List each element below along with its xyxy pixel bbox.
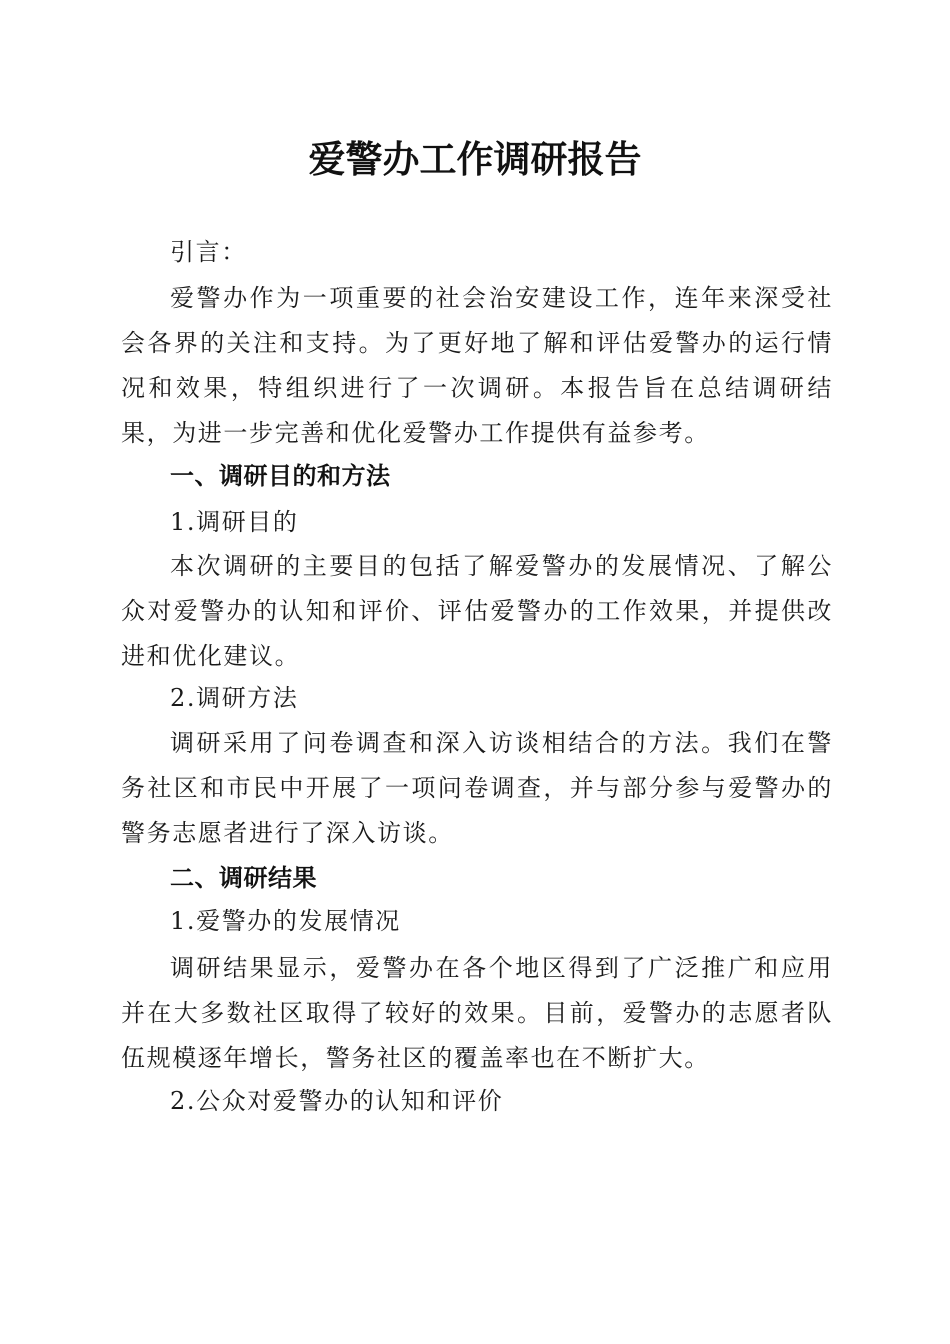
section-heading-2: 二、调研结果 bbox=[170, 864, 317, 892]
section-heading-1: 一、调研目的和方法 bbox=[170, 462, 391, 490]
intro-label: 引言： bbox=[170, 238, 247, 266]
paragraph-2-1: 调研结果显示，爱警办在各个地区得到了广泛推广和应用并在大多数社区取得了较好的效果。目前，爱警办的志愿者队伍规模逐年增长，警务社区的覆盖率也在不断扩大。 bbox=[121, 954, 833, 1072]
subsection-title-1-1: 1.调研目的 bbox=[170, 508, 299, 536]
page-title: 爱警办工作调研报告 bbox=[308, 137, 642, 181]
subsection-title-2-1: 1.爱警办的发展情况 bbox=[170, 907, 401, 935]
paragraph-1-2: 调研采用了问卷调查和深入访谈相结合的方法。我们在警务社区和市民中开展了一项问卷调查，并与部分参与爱警办的警务志愿者进行了深入访谈。 bbox=[121, 729, 833, 847]
subsection-title-1-2: 2.调研方法 bbox=[170, 684, 299, 712]
intro-paragraph: 爱警办作为一项重要的社会治安建设工作，连年来深受社会各界的关注和支持。为了更好地了解和评估爱警办的运行情况和效果，特组织进行了一次调研。本报告旨在总结调研结果，为进一步完善和优化爱警办工作提供有益参考。 bbox=[121, 284, 833, 447]
paragraph-1-1: 本次调研的主要目的包括了解爱警办的发展情况、了解公众对爱警办的认知和评价、评估爱警办的工作效果，并提供改进和优化建议。 bbox=[121, 552, 833, 670]
subsection-title-2-2: 2.公众对爱警办的认知和评价 bbox=[170, 1087, 504, 1115]
